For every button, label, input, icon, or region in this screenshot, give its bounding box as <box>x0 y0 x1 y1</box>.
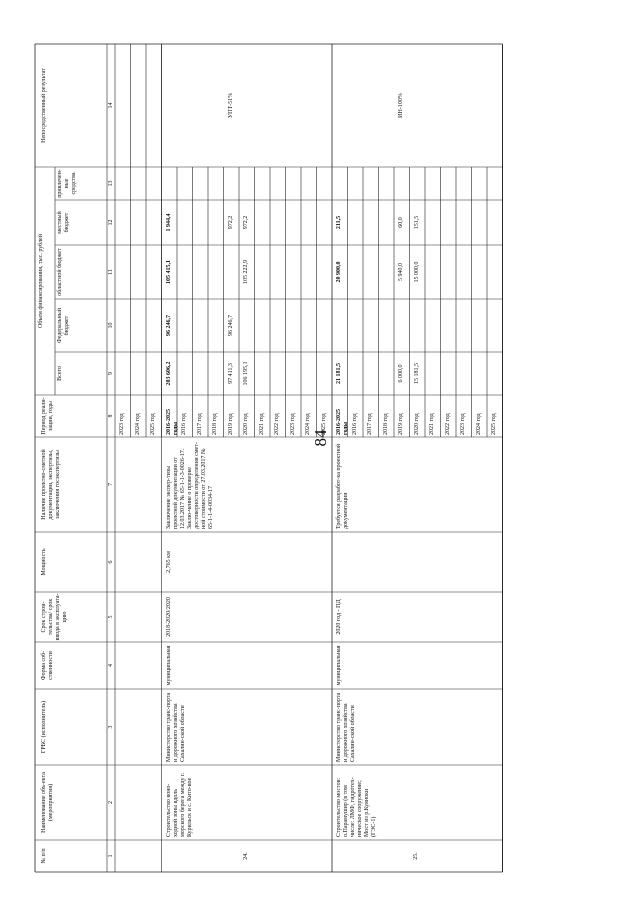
row24-period: 2025 год <box>320 413 327 435</box>
table-grid <box>35 44 630 872</box>
header-num-14: 14 <box>108 102 114 109</box>
header-num-4: 4 <box>108 664 114 667</box>
row25-period: 2024 год <box>475 413 482 435</box>
row25-period: 2016 год <box>351 413 358 435</box>
row24-regional <box>181 246 192 298</box>
row25-federal <box>445 300 456 351</box>
row25-total <box>383 353 394 394</box>
header-col11: областной бюджет <box>57 248 63 296</box>
row25-period: 2023 год <box>460 413 466 435</box>
row25-docs: Требуется разработ-ка проектной документации <box>336 443 349 529</box>
row25-local: 60,0 <box>398 217 404 228</box>
row24-federal: 96 246,7 <box>227 315 234 336</box>
row24-total <box>212 353 223 394</box>
header-col13: привлечен-ные средства <box>57 169 77 198</box>
row25-local <box>476 201 487 244</box>
row24-period: 2024 год <box>305 413 311 435</box>
row25-local: 211,5 <box>336 215 342 230</box>
row25-regional <box>383 246 394 298</box>
row24-total <box>259 353 270 394</box>
header-col14: Непосредственный результат <box>41 68 47 143</box>
row24-num: 24. <box>242 852 249 860</box>
row25-period: 2017 год <box>367 413 373 435</box>
row25-local <box>352 201 363 244</box>
row25-regional <box>476 246 487 298</box>
row25-local: 151,5 <box>413 215 420 230</box>
row24-federal: 96 246,7 <box>165 315 172 336</box>
row25-name: Строительство мостов: о.Парамушир (в том числе: ЛМФ, гидротех-ническое сооружение; Мост из р.Куяноки (ГЭС-1) <box>336 777 377 837</box>
row25-regional <box>491 246 502 298</box>
header-num-9: 9 <box>108 372 114 375</box>
header-col4: Форма соб-ственности <box>41 650 54 681</box>
row24-total: 106 195,1 <box>243 361 249 386</box>
row25-local <box>383 201 394 244</box>
row25-regional: 15 000,0 <box>413 261 420 283</box>
header-col6: Мощность <box>41 548 47 576</box>
row25-total <box>429 353 440 394</box>
row24-total: 97 411,3 <box>227 363 234 384</box>
header-num-2: 2 <box>108 801 114 804</box>
row25-total: 6 000,0 <box>398 364 404 383</box>
row24-regional <box>197 246 208 298</box>
row25-local <box>460 201 471 244</box>
row24-local <box>197 201 208 244</box>
row24-grbs: Министерство транс-порта и дорожного хозяйства Сахалин-ской области <box>165 692 186 762</box>
header-num-10: 10 <box>108 322 114 329</box>
row24-federal <box>274 300 285 351</box>
row25-federal <box>414 300 425 351</box>
row25-total: 21 181,5 <box>336 363 342 384</box>
row24-regional <box>305 246 316 298</box>
row24-federal <box>181 300 192 351</box>
row24-local: 1 944,4 <box>165 213 172 232</box>
row24-total <box>305 353 316 394</box>
row24-regional <box>290 246 301 298</box>
header-num-5: 5 <box>108 615 114 619</box>
row24-regional <box>212 246 223 298</box>
row25-local <box>429 201 440 244</box>
row25-regional <box>445 246 456 298</box>
row25-period: 2022 год <box>444 413 451 435</box>
row24-local <box>212 201 223 244</box>
row24-local: 972,2 <box>243 215 249 230</box>
header-num-1: 1 <box>108 854 114 858</box>
row25-period: 2016-2025 годы <box>336 409 349 435</box>
row24-federal <box>212 300 223 351</box>
header-col2: Наименование объ-екта (мероприятия) <box>41 772 54 833</box>
header-col9: Всего <box>57 366 63 381</box>
header-num-3: 3 <box>108 725 114 729</box>
row24-federal <box>290 300 301 351</box>
row24-regional <box>259 246 270 298</box>
row24-total <box>321 353 332 394</box>
row25-period: 2019 год <box>398 413 404 435</box>
row25-regional <box>367 246 378 298</box>
row24-local <box>321 201 332 244</box>
row25-federal <box>352 300 363 351</box>
row24-total <box>274 353 285 394</box>
row24-local: 972,2 <box>227 215 234 230</box>
row24-federal <box>243 300 254 351</box>
row24-local <box>290 201 301 244</box>
row25-local <box>491 201 502 244</box>
row24-federal <box>321 300 332 351</box>
row25-capacity <box>336 534 356 590</box>
row25-federal <box>398 300 409 351</box>
row24-term: 2018-2020/2020 <box>165 597 172 637</box>
row25-federal <box>491 300 502 351</box>
row25-term: 2020 год - ПД <box>336 599 342 635</box>
row25-regional: 5 940,0 <box>398 263 404 281</box>
row25-total <box>367 353 378 394</box>
row24-local <box>274 201 285 244</box>
row24-regional: 105 415,1 <box>165 260 172 284</box>
row24-total: 203 606,2 <box>165 361 172 386</box>
row24-docs: Заключение экспер-тизы проектной документации от 12.03.2017 № 65-1-1-3-0026-17. Заклю-чение о проверке достоверности определения смет-ной стоимости от 27.03.2017 № 65-1-1-4-0034-17 <box>165 442 214 529</box>
row25-federal <box>476 300 487 351</box>
row25-local <box>445 201 456 244</box>
row24-local <box>259 201 270 244</box>
row25-federal <box>367 300 378 351</box>
header-num-7: 7 <box>108 483 114 486</box>
row25-federal <box>383 300 394 351</box>
row25-total <box>445 353 456 394</box>
page-number: 84 <box>311 429 330 447</box>
row25-regional: 20 900,0 <box>336 261 342 283</box>
header-num-13: 13 <box>108 180 114 187</box>
row25-total <box>460 353 471 394</box>
row24-regional <box>274 246 285 298</box>
row24-period: 2023 год <box>289 413 296 435</box>
row24-regional <box>228 246 239 298</box>
row24-total <box>290 353 301 394</box>
row24-period: 2021 год <box>258 413 265 435</box>
row25-ownership: муниципальная <box>336 645 342 686</box>
header-num-12: 12 <box>108 219 114 226</box>
top-row-period: 2024 год <box>134 413 141 435</box>
row24-capacity: 2,765 км <box>165 551 172 573</box>
row25-total <box>491 353 502 394</box>
row24-result: УПТ-51% <box>227 92 234 119</box>
row24-period: 2020 год <box>243 413 249 435</box>
row25-period: 2020 год <box>413 413 420 435</box>
header-col3: ГРБС (исполнитель) <box>41 700 47 754</box>
row25-period: 2025 год <box>491 413 497 435</box>
header-col5: Срок строи-тельства/ срок ввода в эксплуата-цию <box>41 593 68 641</box>
header-col1: № п/п <box>41 848 47 864</box>
row25-federal <box>336 300 347 351</box>
row25-local <box>367 201 378 244</box>
row24-period: 2018 год <box>212 413 218 435</box>
header-col10: Федеральный бюджет <box>57 308 70 343</box>
row25-result: ИН-100% <box>398 93 404 118</box>
row24-period: 2017 год <box>196 413 203 435</box>
row24-federal <box>259 300 270 351</box>
rotated-table <box>35 44 630 872</box>
top-row-period: 2023 год <box>119 413 125 435</box>
row24-period: 2016 год <box>181 413 187 435</box>
header-num-11: 11 <box>108 269 114 275</box>
header-col7: Наличие проектно-сметной документации, экспертизы, заключения госэкспертизы <box>41 449 61 520</box>
header-col12: местный бюджет <box>57 211 70 234</box>
row25-total <box>476 353 487 394</box>
row24-total <box>197 353 208 394</box>
row24-regional: 105 222,9 <box>243 260 249 284</box>
header-num-6: 6 <box>108 560 114 564</box>
row25-period: 2021 год <box>429 413 435 435</box>
row24-ownership: муниципальная <box>165 645 172 686</box>
row25-federal <box>429 300 440 351</box>
row25-regional <box>460 246 471 298</box>
row25-period: 2018 год <box>382 413 389 435</box>
row24-total <box>181 353 192 394</box>
row24-local <box>181 201 192 244</box>
row25-regional <box>352 246 363 298</box>
row24-regional <box>321 246 332 298</box>
row24-period: 2022 год <box>274 413 280 435</box>
row25-federal <box>460 300 471 351</box>
row25-grbs: Министерство транс-порта и дорожного хозяйства Сахалин-ской области <box>336 692 356 762</box>
row24-local <box>305 201 316 244</box>
row25-total <box>352 353 363 394</box>
row24-federal <box>197 300 208 351</box>
row24-period: 2019 год <box>227 413 234 435</box>
header-col8: Период реали-зации, годы <box>41 397 54 435</box>
row24-federal <box>305 300 316 351</box>
row24-name: Строительство воно-ходной зоны вдоль морского берега между г. Курильск и с. Кито-вое <box>165 772 193 837</box>
header-funding-group: Объем финансирования, тыс. рублей <box>38 234 44 328</box>
header-num-8: 8 <box>108 414 114 418</box>
row25-regional <box>429 246 440 298</box>
top-row-period: 2025 год <box>150 413 156 435</box>
row24-period: 2016-2025 годы <box>165 409 179 435</box>
row25-num: 25. <box>413 852 420 860</box>
row25-total: 15 181,5 <box>413 363 420 384</box>
